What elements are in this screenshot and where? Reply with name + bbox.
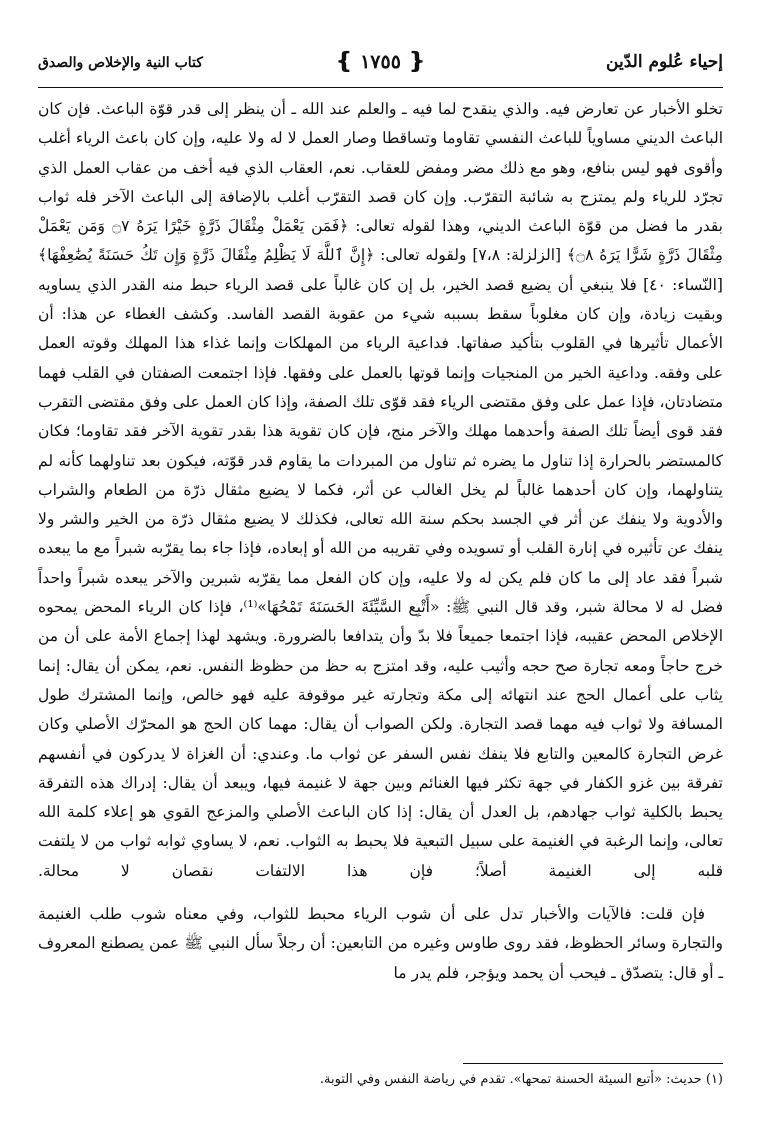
header-divider [38,87,723,88]
left-ornament-icon: ❴ [335,48,354,74]
right-ornament-icon: ❵ [407,48,426,74]
paragraph: فإن قلت: فالآيات والأخبار تدل على أن شوب الرياء محبط للثواب، وفي معناه شوب طلب الغنيمة والتجارة وسائر الحظوظ، فقد روى طاوس وغيره من التابعين: أن رجلاً سأل النبي ﷺ عمن يصطنع المعروف ـ أو قال: يتصدّق ـ فيحب أن يحمد ويؤجر، فلم يدر ما [38,905,723,982]
main-text [38,95,723,988]
footnote: (١) حديث: «أتبع السيئة الحسنة تمحها». تقدم في رياضة النفس وفي التوبة. [319,1072,723,1087]
page-header [38,46,723,86]
running-title: إحياء عُلوم الدّين [606,52,723,72]
footnote-divider [463,1063,723,1064]
page-number-block [335,48,426,74]
page-number: ١٧٥٥ [360,51,401,73]
paragraph: تخلو الأخبار عن تعارض فيه. والذي ينقدح لما فيه ـ والعلم عند الله ـ أن ينظر إلى قدر قوّة الباعث. فإن كان الباعث الديني مساوياً للباعث النفسي تقاوما وتساقطا وصار العمل لا له ولا عليه، وإن كان باعث الرياء أغلب وأقوى فهو ليس بنافع، وهو مع ذلك مضر ومفض للعقاب. نعم، العقاب الذي فيه أخف من عقاب العمل الذي تجرّد للرياء ولم يمتزج به شائبة التقرّب. وإن كان قصد التقرّب أغلب بالإضافة إلى الباعث الآخر فله ثواب بقدر ما فضل من قوّة الباعث الديني، وهذا لقوله تعالى: ﴿فَمَن يَعْمَلْ مِثْقَالَ ذَرَّةٍ خَيْرًا يَرَهُ ۝٧ وَمَن يَعْمَلْ مِثْقَالَ ذَرَّةٍ شَرًّا يَرَهُ ۝٨﴾ [الزلزلة: ٧،٨] ولقوله تعالى: ﴿إِنَّ ٱللَّهَ لَا يَظْلِمُ مِثْقَالَ ذَرَّةٍ وَإِن تَكُ حَسَنَةً يُضَٰعِفْهَا﴾ [النّساء: ٤٠] فلا ينبغي أن يضيع قصد الخير، بل إن كان غالباً على قصد الرياء حبط منه القدر الذي يساويه وبقيت زيادة، وإن كان مغلوباً سقط بسببه شيء من عقوبة القصد الفاسد. وكشف الغطاء عن هذا: أن الأعمال تأثيرها في القلوب بتأكيد صفاتها. فداعية الرياء من المهلكات وإنما غذاء هذا المهلك وقوته العمل على وفقه. وداعية الخير من المنجيات وإنما قوتها بالعمل على وفقها. فإذا اجتمعت الصفتان في القلب فهما متضادتان، فإذا عمل على وفق مقتضى الرياء فقد قوّى تلك الصفة، وإذا كان العمل على وفق مقتضى التقرب فقد قوى أيضاً تلك الصفة وأحدهما مهلك والآخر منج، فإن كان تقوية هذا بقدر تقوية الآخر فقد تقاوما؛ فكان كالمستضر بالحرارة إذا تناول ما يضره ثم تناول من المبردات ما يقاوم قدر قوّته، فيكون بعد تناولهما كأنه لم يتناولهما، وإن كان أحدهما غالباً لم يخل الغالب عن أثر، فكما لا يضيع مثقال ذرّة من الطعام والشراب والأدوية ولا ينفك عن أثر في الجسد بحكم سنة الله تعالى، فكذلك لا يضيع مثقال ذرّة من الخير والشر ولا ينفك عن تأثيره في إنارة القلب أو تسويده وفي تقريبه من الله أو إبعاده، فإذا جاء بما يقرّبه شبراً مع ما يبعده شبراً فقد عاد إلى ما كان فلم يكن له ولا عليه، وإن كان الفعل مما يقرّبه شبرين والآخر يبعده شبراً واحداً فضل له لا محالة شبر، وقد قال النبي ﷺ: «أَتْبِع السَّيِّئَةَ الحَسَنَةَ تَمْحُهَا»⁽¹⁾، فإذا كان الرياء المحض يمحوه الإخلاص المحض عقيبه، فإذا اجتمعا جميعاً فلا بدّ وأن يتدافعا بالضرورة. ويشهد لهذا إجماع الأمة على أن من خرج حاجاً ومعه تجارة صح حجه وأثيب عليه، وقد امتزج به حظ من حظوظ النفس. نعم، يمكن أن يقال: إنما يثاب على أعمال الحج عند انتهائه إلى مكة وتجارته غير موقوفة عليه فهو خالص، وإنما المشترك طول المسافة ولا ثواب فيه مهما قصد التجارة. ولكن الصواب أن يقال: مهما كان الحج هو المحرّك الأصلي وكان غرض التجارة كالمعين والتابع فلا ينفك نفس السفر عن ثواب ما. وعندي: أن الغزاة لا يدركون في أنفسهم تفرقة بين غزو الكفار في جهة تكثر فيها الغنائم وبين جهة لا غنيمة فيها، ويبعد أن يقال: إدراك هذه التفرقة يحبط بالكلية ثواب جهادهم، بل العدل أن يقال: إذا كان الباعث الأصلي والمزعج القوي هو إعلاء كلمة الله تعالى، وإنما الرغبة في الغنيمة على سبيل التبعية فلا يحبط به الثواب. نعم، لا يساوي ثوابه ثواب من لا يلتفت قلبه إلى الغنيمة أصلاً؛ فإن هذا الالتفات نقصان لا محالة. [38,100,723,880]
section-title: كتاب النية والإخلاص والصدق [38,55,203,71]
